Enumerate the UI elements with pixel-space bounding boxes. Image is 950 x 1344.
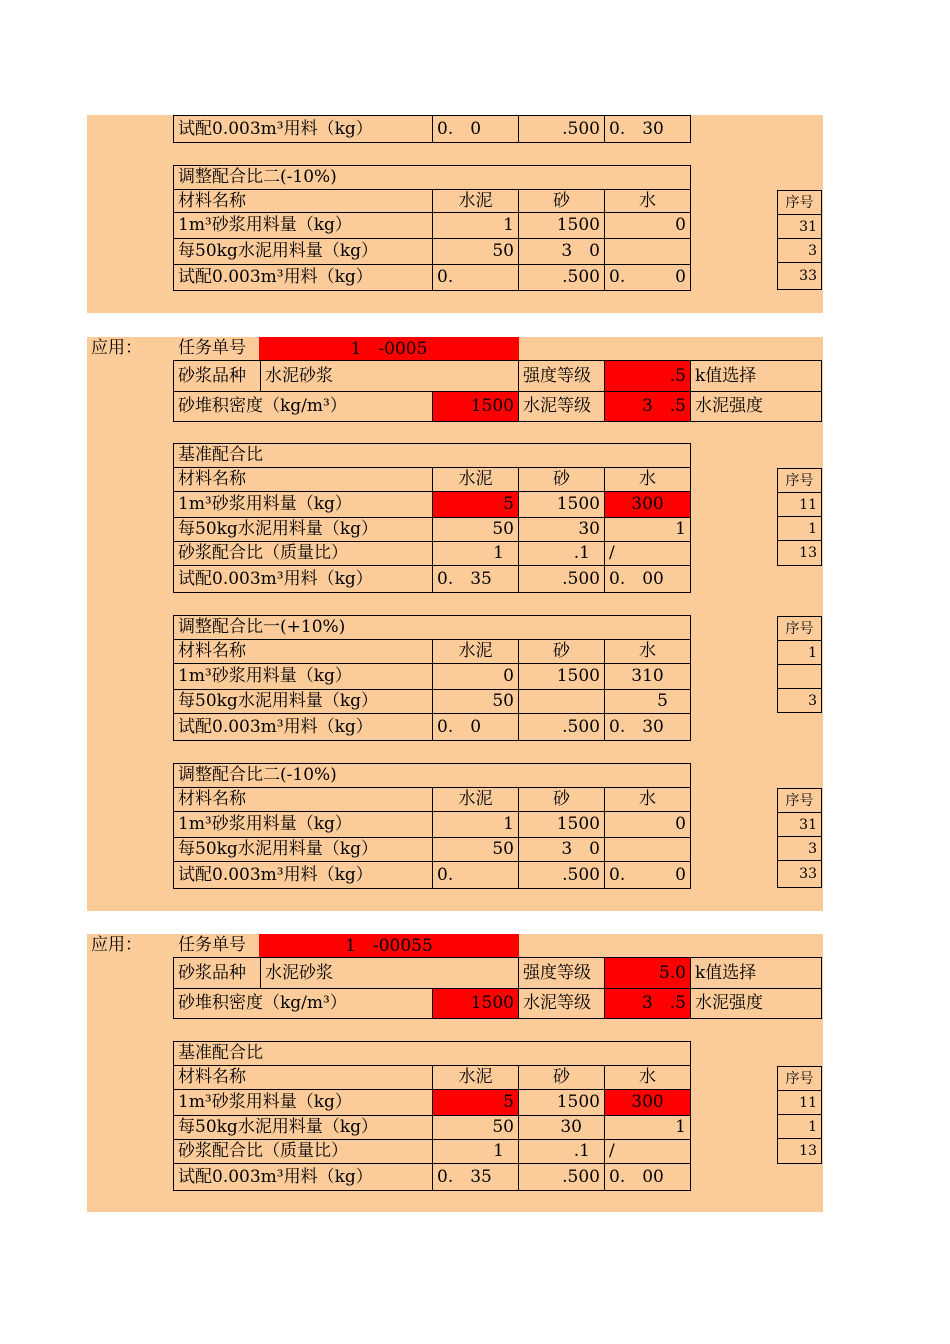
app1-base-per50-label: 每50kg水泥用料量（kg） [173, 517, 433, 542]
app2-base-m3-water[interactable]: 300 [604, 1089, 691, 1116]
app2-base-water-h: 水 [604, 1065, 691, 1090]
app2-cement-grade-label: 水泥等级 [518, 988, 605, 1019]
app2-base-per50-label: 每50kg水泥用料量（kg） [173, 1115, 433, 1140]
app1-seq2-cell [777, 664, 822, 689]
app2-task-label: 任务单号 [178, 935, 246, 955]
app1-adj1-m3-label: 1m³砂浆用料量（kg） [173, 663, 433, 690]
trial-label: 试配0.003m³用料（kg） [173, 115, 433, 143]
app1-seq3-cell: 3 [777, 836, 822, 861]
app1-seq1-cell: 13 [777, 540, 822, 566]
app1-base-ratio-cement: 1 [432, 541, 519, 566]
app2-k-select[interactable]: k值选择 [690, 957, 822, 989]
app1-seq1-header: 序号 [777, 468, 822, 493]
app1-adj1-trial-water: 0. 30 [604, 713, 691, 741]
adj2-per50-sand: 3 0 [518, 238, 605, 265]
app2-density-value[interactable]: 1500 [432, 988, 519, 1019]
adj2-m3-label: 1m³砂浆用料量（kg） [173, 212, 433, 239]
adj2-trial-water: 0. 0 [604, 264, 691, 291]
trial-water: 0. 30 [604, 115, 691, 143]
app2-apply-label: 应用： [91, 935, 142, 955]
app1-seq1-cell: 11 [777, 492, 822, 517]
app1-adj2-trial-water: 0. 0 [604, 861, 691, 889]
app1-cement-grade-value[interactable]: 3 .5 [604, 391, 691, 422]
app1-cement-strength-label: 水泥强度 [690, 391, 822, 422]
app1-adj2-per50-cement: 50 [432, 837, 519, 862]
app1-adj1-sand-h: 砂 [518, 639, 605, 664]
app2-base-trial-cement: 0. 35 [432, 1163, 519, 1191]
adj2-title: 调整配合比二(-10%) [173, 165, 691, 190]
app1-base-trial-label: 试配0.003m³用料（kg） [173, 565, 433, 593]
app2-base-m3-label: 1m³砂浆用料量（kg） [173, 1089, 433, 1116]
app1-seq3-cell: 33 [777, 860, 822, 888]
adj2-water-header: 水 [604, 189, 691, 213]
app1-adj1-trial-sand: .500 [518, 713, 605, 741]
app1-mortar-type-value[interactable]: 水泥砂浆 [260, 360, 519, 392]
app1-base-m3-water[interactable]: 300 [604, 491, 691, 518]
app1-adj2-m3-label: 1m³砂浆用料量（kg） [173, 811, 433, 838]
app1-adj1-per50-sand [518, 689, 605, 714]
app1-adj2-trial-cement: 0. [432, 861, 519, 889]
app1-adj1-m3-cement: 0 [432, 663, 519, 690]
app1-base-m3-sand: 1500 [518, 491, 605, 518]
app1-base-water-h: 水 [604, 467, 691, 492]
app2-base-per50-sand: 30 [518, 1115, 605, 1140]
app2-base-sand-h: 砂 [518, 1065, 605, 1090]
app2-base-trial-label: 试配0.003m³用料（kg） [173, 1163, 433, 1191]
app1-base-per50-cement: 50 [432, 517, 519, 542]
app2-seq1-cell: 1 [777, 1114, 822, 1139]
app2-strength-label: 强度等级 [518, 957, 605, 989]
app1-adj2-m3-water: 0 [604, 811, 691, 838]
app1-base-trial-water: 0. 00 [604, 565, 691, 593]
app2-seq1-header: 序号 [777, 1066, 822, 1091]
adj2-sand-header: 砂 [518, 189, 605, 213]
app1-adj1-m3-water: 310 [604, 663, 691, 690]
app1-base-ratio-water: / [604, 541, 691, 566]
app1-adj2-title: 调整配合比二(-10%) [173, 763, 691, 788]
app1-strength-value[interactable]: .5 [604, 360, 691, 392]
app1-base-m3-cement[interactable]: 5 [432, 491, 519, 518]
app2-base-cement-h: 水泥 [432, 1065, 519, 1090]
app1-apply-label: 应用： [91, 338, 142, 358]
app1-adj2-trial-sand: .500 [518, 861, 605, 889]
app1-base-ratio-label: 砂浆配合比（质量比） [173, 541, 433, 566]
app1-base-per50-sand: 30 [518, 517, 605, 542]
app1-base-ratio-sand: .1 [518, 541, 605, 566]
adj2-per50-water [604, 238, 691, 265]
app1-base-title: 基准配合比 [173, 443, 691, 468]
app1-adj1-per50-water: 5 [604, 689, 691, 714]
app2-seq1-cell: 11 [777, 1090, 822, 1115]
app2-base-trial-water: 0. 00 [604, 1163, 691, 1191]
app1-task-label: 任务单号 [178, 338, 246, 358]
app2-base-ratio-label: 砂浆配合比（质量比） [173, 1139, 433, 1164]
app2-mortar-type-value[interactable]: 水泥砂浆 [260, 957, 519, 989]
app2-cement-grade-value[interactable]: 3 .5 [604, 988, 691, 1019]
app1-adj1-trial-label: 试配0.003m³用料（kg） [173, 713, 433, 741]
adj2-m3-sand: 1500 [518, 212, 605, 239]
app1-adj1-trial-cement: 0. 0 [432, 713, 519, 741]
adj2-per50-label: 每50kg水泥用料量（kg） [173, 238, 433, 265]
app2-base-m3-sand: 1500 [518, 1089, 605, 1116]
app1-adj1-per50-label: 每50kg水泥用料量（kg） [173, 689, 433, 714]
app2-base-trial-sand: .500 [518, 1163, 605, 1191]
app2-base-ratio-water: / [604, 1139, 691, 1164]
app1-adj2-sand-h: 砂 [518, 787, 605, 812]
app1-adj2-per50-label: 每50kg水泥用料量（kg） [173, 837, 433, 862]
app1-adj1-cement-h: 水泥 [432, 639, 519, 664]
app2-strength-value[interactable]: 5.0 [604, 957, 691, 989]
app1-adj2-per50-sand: 3 0 [518, 837, 605, 862]
seq-cell: 31 [777, 214, 822, 239]
app2-base-m3-cement[interactable]: 5 [432, 1089, 519, 1116]
app1-density-value[interactable]: 1500 [432, 391, 519, 422]
app2-base-ratio-sand: .1 [518, 1139, 605, 1164]
app1-base-m3-label: 1m³砂浆用料量（kg） [173, 491, 433, 518]
adj2-trial-cement: 0. [432, 264, 519, 291]
app1-strength-label: 强度等级 [518, 360, 605, 392]
app1-adj2-m3-sand: 1500 [518, 811, 605, 838]
app2-task-value[interactable]: 1 -00055 [259, 934, 519, 958]
app1-base-material: 材料名称 [173, 467, 433, 492]
seq-cell: 3 [777, 238, 822, 263]
app1-adj1-per50-cement: 50 [432, 689, 519, 714]
app1-density-label: 砂堆积密度（kg/m³） [173, 391, 433, 422]
app1-task-value[interactable]: 1 -0005 [259, 337, 519, 361]
app2-base-per50-cement: 50 [432, 1115, 519, 1140]
app2-base-material: 材料名称 [173, 1065, 433, 1090]
app1-base-per50-water: 1 [604, 517, 691, 542]
adj2-trial-label: 试配0.003m³用料（kg） [173, 264, 433, 291]
app1-k-select[interactable]: k值选择 [690, 360, 822, 392]
app1-base-sand-h: 砂 [518, 467, 605, 492]
app1-seq2-header: 序号 [777, 616, 822, 641]
app2-base-per50-water: 1 [604, 1115, 691, 1140]
app1-adj2-per50-water [604, 837, 691, 862]
app1-mortar-type-label: 砂浆品种 [173, 360, 261, 392]
trial-sand: .500 [518, 115, 605, 143]
app2-base-title: 基准配合比 [173, 1041, 691, 1066]
app1-adj2-trial-label: 试配0.003m³用料（kg） [173, 861, 433, 889]
app1-adj1-m3-sand: 1500 [518, 663, 605, 690]
app1-adj2-material: 材料名称 [173, 787, 433, 812]
app2-mortar-type-label: 砂浆品种 [173, 957, 261, 989]
app2-base-ratio-cement: 1 [432, 1139, 519, 1164]
adj2-cement-header: 水泥 [432, 189, 519, 213]
seq-header: 序号 [777, 190, 822, 215]
adj2-m3-water: 0 [604, 212, 691, 239]
adj2-material-label: 材料名称 [173, 189, 433, 213]
seq-cell: 33 [777, 262, 822, 290]
app1-base-trial-cement: 0. 35 [432, 565, 519, 593]
app1-adj2-water-h: 水 [604, 787, 691, 812]
app1-seq2-cell: 3 [777, 688, 822, 713]
app1-seq3-header: 序号 [777, 788, 822, 813]
app1-adj1-water-h: 水 [604, 639, 691, 664]
adj2-per50-cement: 50 [432, 238, 519, 265]
app1-adj1-material: 材料名称 [173, 639, 433, 664]
app1-adj1-title: 调整配合比一(+10%) [173, 615, 691, 640]
app1-base-cement-h: 水泥 [432, 467, 519, 492]
trial-cement: 0. 0 [432, 115, 519, 143]
app2-density-label: 砂堆积密度（kg/m³） [173, 988, 433, 1019]
adj2-trial-sand: .500 [518, 264, 605, 291]
app1-adj2-m3-cement: 1 [432, 811, 519, 838]
app2-cement-strength-label: 水泥强度 [690, 988, 822, 1019]
app1-cement-grade-label: 水泥等级 [518, 391, 605, 422]
adj2-m3-cement: 1 [432, 212, 519, 239]
app1-seq1-cell: 1 [777, 516, 822, 541]
app1-adj2-cement-h: 水泥 [432, 787, 519, 812]
app2-seq1-cell: 13 [777, 1138, 822, 1164]
app1-base-trial-sand: .500 [518, 565, 605, 593]
app1-seq2-cell: 1 [777, 640, 822, 665]
app1-seq3-cell: 31 [777, 812, 822, 837]
